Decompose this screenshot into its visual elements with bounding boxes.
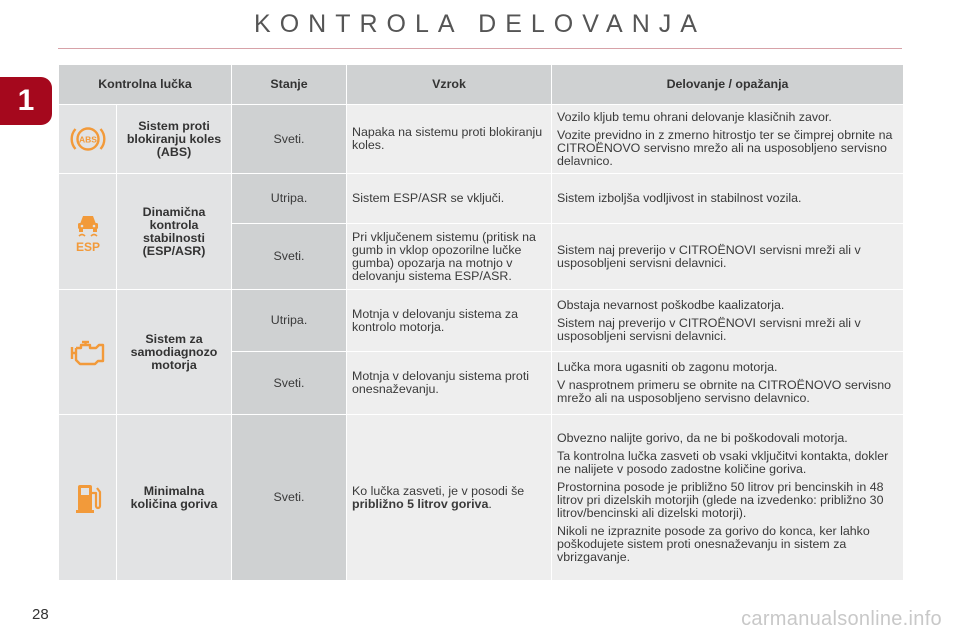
action-line: V nasprotnem primeru se obrnite na CITROËNOVO servisno mrežo ali na usposobljeno servisno delavnico. — [557, 378, 892, 405]
fuel-icon — [71, 481, 105, 515]
abs-action — [552, 105, 904, 174]
fuel-light-name: Minimalna količina goriva — [117, 415, 232, 581]
abs-light-cell — [59, 105, 117, 174]
column-header-cause: Vzrok — [347, 65, 552, 105]
watermark: carmanualsonline.info — [741, 608, 942, 630]
fuel-cause — [347, 415, 552, 581]
column-header-action: Delovanje / opažanja — [552, 65, 904, 105]
esp-blink-action — [552, 174, 904, 224]
engine-light-name: Sistem za samodiagnozo motorja — [117, 290, 232, 415]
table-header-row — [59, 65, 904, 105]
svg-text:ESP: ESP — [75, 239, 100, 254]
fuel-cause-text: Ko lučka zasveti, je v posodi še — [352, 483, 525, 498]
action-line: Lučka mora ugasniti ob zagonu motorja. — [557, 360, 778, 374]
action-line: Vozilo kljub temu ohrani delovanje klasičnih zavor. — [557, 109, 832, 124]
action-line: Obstaja nevarnost poškodbe kaalizatorja. — [557, 297, 785, 312]
abs-state: Sveti. — [232, 105, 347, 174]
engine-blink-state: Utripa. — [232, 290, 347, 352]
esp-steady-state: Sveti. — [232, 224, 347, 290]
action-line: Obvezno nalijte gorivo, da ne bi poškodovali motorja. — [557, 430, 848, 445]
action-line: Sistem naj preverijo v CITROËNOVI servisni mreži ali v usposobljeni servisni delavnici. — [557, 242, 861, 270]
esp-steady-action — [552, 224, 904, 290]
abs-cause: Napaka na sistemu proti blokiranju koles. — [347, 105, 552, 174]
column-header-state: Stanje — [232, 65, 347, 105]
fuel-state: Sveti. — [232, 415, 347, 581]
table-row — [59, 415, 904, 581]
svg-text:ABS: ABS — [78, 134, 97, 145]
action-line: Vozite previdno in z zmerno hitrostjo ter se čimprej obrnite na CITROËNOVO servisno mrežo ali na usposobljeno servisno delavnico. — [557, 127, 893, 168]
engine-icon — [68, 337, 108, 367]
esp-light-name: Dinamična kontrola stabilnosti (ESP/ASR) — [117, 174, 232, 290]
esp-blink-cause: Sistem ESP/ASR se vključi. — [347, 174, 552, 224]
title-divider — [58, 48, 902, 49]
table-row — [59, 105, 904, 174]
fuel-light-cell — [59, 415, 117, 581]
warning-lights-table — [58, 64, 904, 581]
fuel-cause-end: . — [488, 496, 492, 511]
abs-light-name: Sistem proti blokiranju koles (ABS) — [117, 105, 232, 174]
column-header-light: Kontrolna lučka — [59, 65, 232, 105]
engine-steady-state: Sveti. — [232, 352, 347, 415]
engine-light-cell — [59, 290, 117, 415]
esp-steady-cause: Pri vključenem sistemu (pritisk na gumb in vklop opozorilne lučke gumba) opozarja na motnjo v delovanju sistema ESP/ASR. — [347, 224, 552, 290]
fuel-action — [552, 415, 904, 581]
esp-icon — [71, 210, 105, 254]
engine-steady-cause: Motnja v delovanju sistema proti onesnaževanju. — [347, 352, 552, 415]
engine-blink-cause: Motnja v delovanju sistema za kontrolo motorja. — [347, 290, 552, 352]
fuel-cause-emphasis: približno 5 litrov goriva — [352, 496, 489, 511]
engine-steady-action — [552, 352, 904, 415]
engine-blink-action — [552, 290, 904, 352]
table-row — [59, 174, 904, 224]
action-line: Nikoli ne izpraznite posode za gorivo do konca, ker lahko poškodujete sistem proti onesnaževanju in sistem za vbrizgavanje. — [557, 523, 870, 564]
action-line: Sistem izboljša vodljivost in stabilnost vozila. — [557, 191, 802, 205]
table-row — [59, 290, 904, 352]
action-line: Ta kontrolna lučka zasveti ob vsaki vključitvi kontakta, dokler ne nalijete v posodo zadostne količine goriva. — [557, 448, 889, 476]
page-number: 28 — [32, 606, 49, 623]
chapter-tab[interactable]: 1 — [0, 77, 52, 125]
page-title: KONTROLA DELOVANJA — [254, 10, 706, 38]
esp-blink-state: Utripa. — [232, 174, 347, 224]
abs-icon — [69, 123, 107, 155]
esp-light-cell — [59, 174, 117, 290]
action-line: Sistem naj preverijo v CITROËNOVI servisni mreži ali v usposobljeni servisni delavnici. — [557, 315, 861, 343]
action-line: Prostornina posode je približno 50 litrov pri bencinskih in 48 litrov pri dizelskih motorjih (glede na izvedenko: približno 30 litrov/bencinski ali dizelski motorji). — [557, 479, 884, 520]
